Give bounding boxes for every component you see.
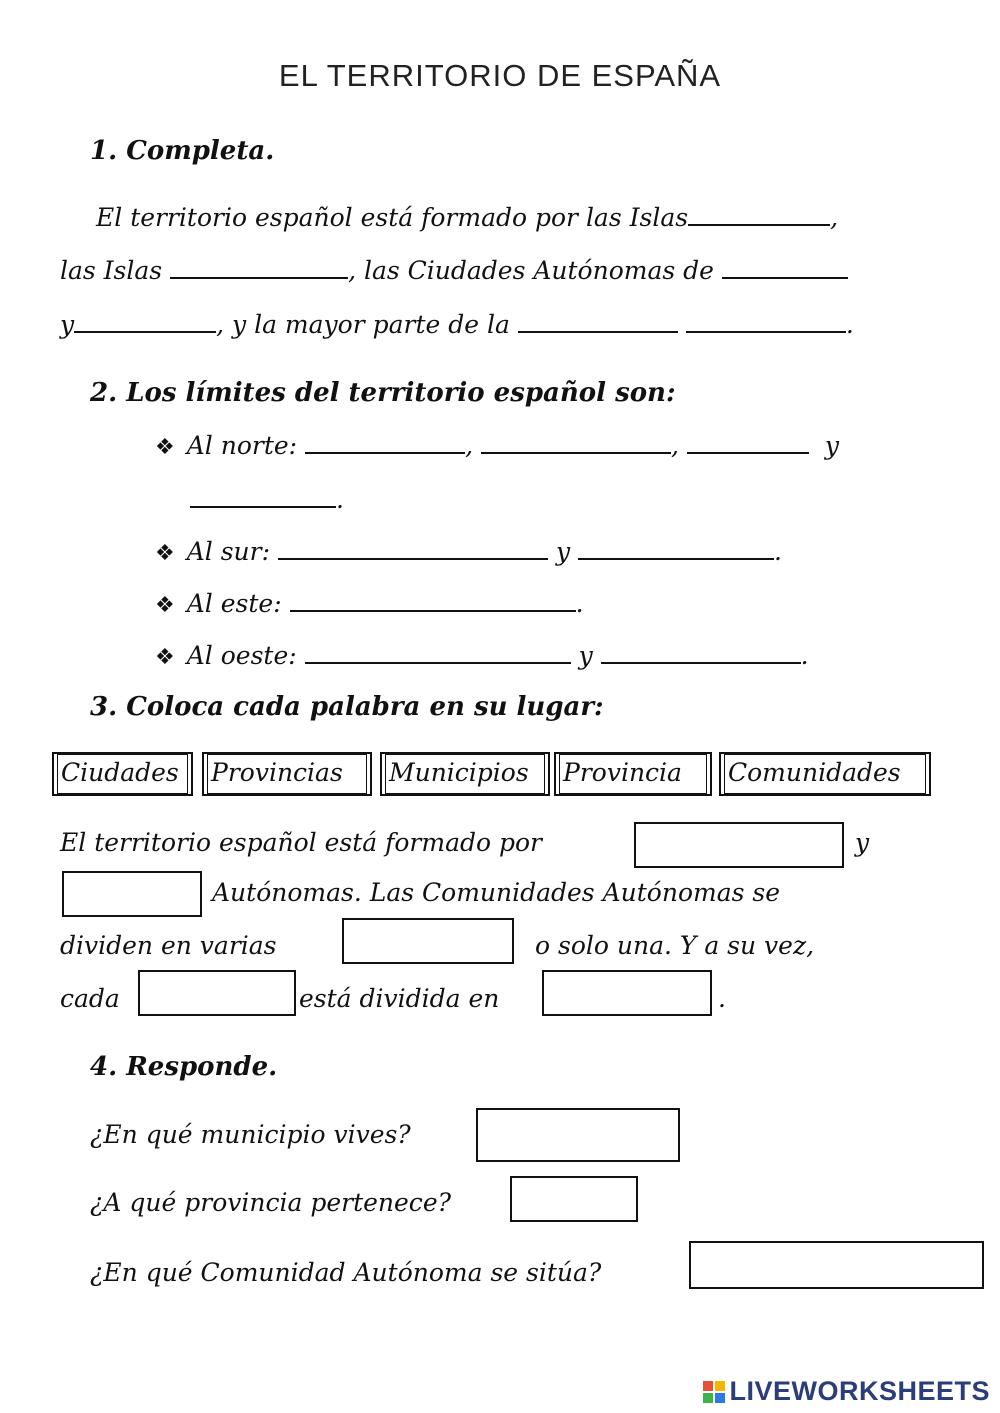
conjunction: y <box>855 828 870 857</box>
blank-south-1[interactable] <box>278 538 548 560</box>
blank-east-1[interactable] <box>290 590 576 612</box>
word-card-label: Comunidades <box>724 754 926 794</box>
sentence-text: , y la mayor parte de la <box>216 310 510 339</box>
sentence-text: y <box>60 310 75 339</box>
drop-box-4[interactable] <box>138 970 296 1016</box>
liveworksheets-logo-icon <box>703 1381 725 1403</box>
answer-provincia-input[interactable] <box>510 1176 638 1222</box>
answer-comunidad-input[interactable] <box>689 1241 984 1289</box>
word-card-label: Ciudades <box>57 754 188 794</box>
section-1-heading: 1. Completa. <box>90 136 275 166</box>
section-3-text-3a: dividen en varias <box>60 931 277 960</box>
diamond-bullet-icon: ❖ <box>155 593 175 618</box>
liveworksheets-logo <box>703 1376 990 1407</box>
section-3-text-4b: está dividida en <box>299 984 500 1013</box>
word-card-provincia[interactable] <box>554 752 712 796</box>
blank-north-4[interactable] <box>190 486 336 508</box>
logo-square <box>703 1393 713 1403</box>
comma: , <box>670 431 679 460</box>
worksheet-title: EL TERRITORIO DE ESPAÑA <box>278 58 722 93</box>
diamond-bullet-icon: ❖ <box>155 435 175 460</box>
blank-west-1[interactable] <box>305 642 571 664</box>
question-comunidad: ¿En qué Comunidad Autónoma se sitúa? <box>90 1258 602 1287</box>
comma: , <box>830 203 839 232</box>
section-1-line-2 <box>60 257 848 283</box>
north-label: Al norte: <box>186 431 298 460</box>
word-card-label: Provincia <box>559 754 707 794</box>
logo-square <box>715 1381 725 1391</box>
period: . <box>800 641 809 670</box>
drop-box-5[interactable] <box>542 970 712 1016</box>
section-3-text-4a: cada <box>60 984 120 1013</box>
blank-peninsula-1[interactable] <box>518 311 678 333</box>
drop-box-2[interactable] <box>62 871 202 917</box>
word-card-label: Provincias <box>207 754 367 794</box>
west-label: Al oeste: <box>186 641 297 670</box>
blank-islas-2[interactable] <box>170 257 348 279</box>
sentence-text: las Islas <box>60 256 163 285</box>
period: . <box>336 485 344 514</box>
section-1-line-1 <box>96 204 838 230</box>
diamond-bullet-icon: ❖ <box>155 645 175 670</box>
answer-municipio-input[interactable] <box>476 1108 680 1162</box>
blank-north-2[interactable] <box>481 432 671 454</box>
question-municipio: ¿En qué municipio vives? <box>90 1120 411 1149</box>
word-card-label: Municipios <box>385 754 545 794</box>
section-3-text-3b: o solo una. Y a su vez, <box>535 931 815 960</box>
section-2-heading: 2. Los límites del territorio español son: <box>90 378 676 408</box>
logo-square <box>715 1393 725 1403</box>
limit-north-line <box>155 432 839 459</box>
liveworksheets-brand: LIVEWORKSHEETS <box>729 1376 990 1406</box>
period: . <box>575 589 584 618</box>
word-card-municipios[interactable] <box>380 752 550 796</box>
section-4-heading: 4. Responde. <box>90 1052 278 1082</box>
blank-north-3[interactable] <box>687 432 809 454</box>
blank-ciudad-1[interactable] <box>722 257 848 279</box>
section-3-text-2: Autónomas. Las Comunidades Autónomas se <box>212 878 781 907</box>
conjunction: y <box>555 537 571 566</box>
period: . <box>774 537 782 566</box>
period: . <box>718 984 726 1013</box>
word-card-comunidades[interactable] <box>719 752 931 796</box>
blank-west-2[interactable] <box>601 642 801 664</box>
blank-islas-1[interactable] <box>688 204 830 226</box>
question-provincia: ¿A qué provincia pertenece? <box>90 1188 452 1217</box>
conjunction: y <box>578 641 593 670</box>
period: . <box>845 310 854 339</box>
limit-east-line <box>155 590 584 617</box>
section-3-text-1: El territorio español está formado por <box>60 828 542 857</box>
sentence-text: El territorio español está formado por las Islas <box>96 203 689 232</box>
blank-north-1[interactable] <box>305 432 465 454</box>
logo-square <box>703 1381 713 1391</box>
blank-south-2[interactable] <box>578 538 774 560</box>
drop-box-1[interactable] <box>634 822 844 868</box>
word-card-ciudades[interactable] <box>52 752 193 796</box>
diamond-bullet-icon: ❖ <box>155 541 175 566</box>
word-card-provincias[interactable] <box>202 752 372 796</box>
limit-south-line <box>155 538 782 565</box>
south-label: Al sur: <box>186 537 271 566</box>
blank-ciudad-2[interactable] <box>74 311 216 333</box>
comma: , <box>465 431 474 460</box>
section-3-heading: 3. Coloca cada palabra en su lugar: <box>90 692 604 722</box>
limit-north-line-2 <box>190 486 344 512</box>
sentence-text: , las Ciudades Autónomas de <box>348 256 714 285</box>
east-label: Al este: <box>186 589 282 618</box>
blank-peninsula-2[interactable] <box>686 311 846 333</box>
drop-box-3[interactable] <box>342 918 514 964</box>
limit-west-line <box>155 642 809 669</box>
section-1-line-3 <box>60 311 854 337</box>
conjunction: y <box>824 431 839 460</box>
